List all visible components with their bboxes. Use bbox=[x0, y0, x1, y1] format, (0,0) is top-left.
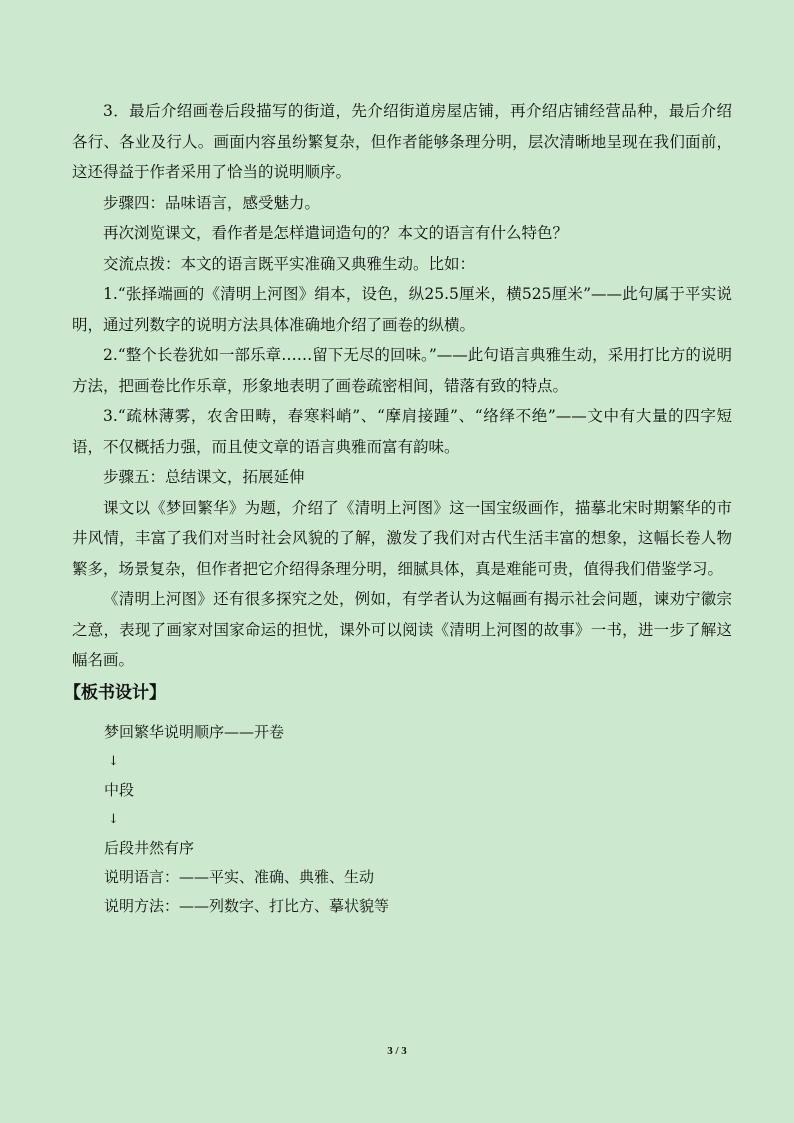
board-line: 中段 bbox=[104, 780, 135, 799]
board-line: 说明方法：——列数字、打比方、摹状貌等 bbox=[104, 896, 390, 915]
board-line: 说明语言：——平实、准确、典雅、生动 bbox=[104, 867, 375, 886]
page-number: 3 / 3 bbox=[387, 1045, 407, 1057]
paragraph: 课文以《梦回繁华》为题，介绍了《清明上河图》这一国宝级画作，描摹北宋时期繁华的市井风情，丰富了我们对当时社会风貌的了解，激发了我们对古代生活丰富的想象，这幅长卷人物繁多，场景复杂，但作者把它介绍得条理分明，细腻具体，真是难能可贵，值得我们借鉴学习。 bbox=[72, 498, 732, 578]
board-line: 梦回繁华说明顺序——开卷 bbox=[104, 722, 285, 741]
document-body bbox=[64, 96, 732, 921]
down-arrow-icon: ↓ bbox=[108, 811, 119, 827]
step-heading: 步骤四：品味语言，感受魅力。 bbox=[103, 193, 321, 212]
quote-item: 1.“张择端画的《清明上河图》绢本，设色，纵25.5厘米，横525厘米”——此句属于平实说明，通过列数字的说明方法具体准确地介绍了画卷的纵横。 bbox=[72, 285, 732, 334]
quote-item: 2.“整个长卷犹如一部乐章……留下无尽的回味。”——此句语言典雅生动，采用打比方的说明方法，把画卷比作乐章，形象地表明了画卷疏密相间，错落有致的特点。 bbox=[72, 346, 732, 395]
step-heading: 步骤五：总结课文，拓展延伸 bbox=[103, 468, 305, 486]
paragraph: 再次浏览课文，看作者是怎样遣词造句的？本文的语言有什么特色？ bbox=[103, 224, 569, 242]
quote-item: 3.“疏林薄雾，农舍田畴，春寒料峭”、“摩肩接踵”、“络绎不绝”——文中有大量的四字短语，不仅概括力强，而且使文章的语言典雅而富有韵味。 bbox=[72, 407, 732, 456]
paragraph: 交流点拨：本文的语言既平实准确又典雅生动。比如： bbox=[103, 254, 476, 273]
paragraph: 3．最后介绍画卷后段描写的街道，先介绍街道房屋店铺，再介绍店铺经营品种，最后介绍各行、各业及行人。画面内容虽纷繁复杂，但作者能够条理分明，层次清晰地呈现在我们面前，这还得益于作者采用了恰当的说明顺序。 bbox=[72, 102, 732, 181]
board-design bbox=[104, 718, 732, 921]
board-line: 后段井然有序 bbox=[104, 838, 195, 857]
down-arrow-icon: ↓ bbox=[108, 753, 119, 769]
board-design-heading: 【板书设计】 bbox=[64, 682, 166, 703]
paragraph: 《清明上河图》还有很多探究之处，例如，有学者认为这幅画有揭示社会问题，谏劝宁徽宗之意，表现了画家对国家命运的担忧，课外可以阅读《清明上河图的故事》一书，进一步了解这幅名画。 bbox=[72, 590, 732, 669]
